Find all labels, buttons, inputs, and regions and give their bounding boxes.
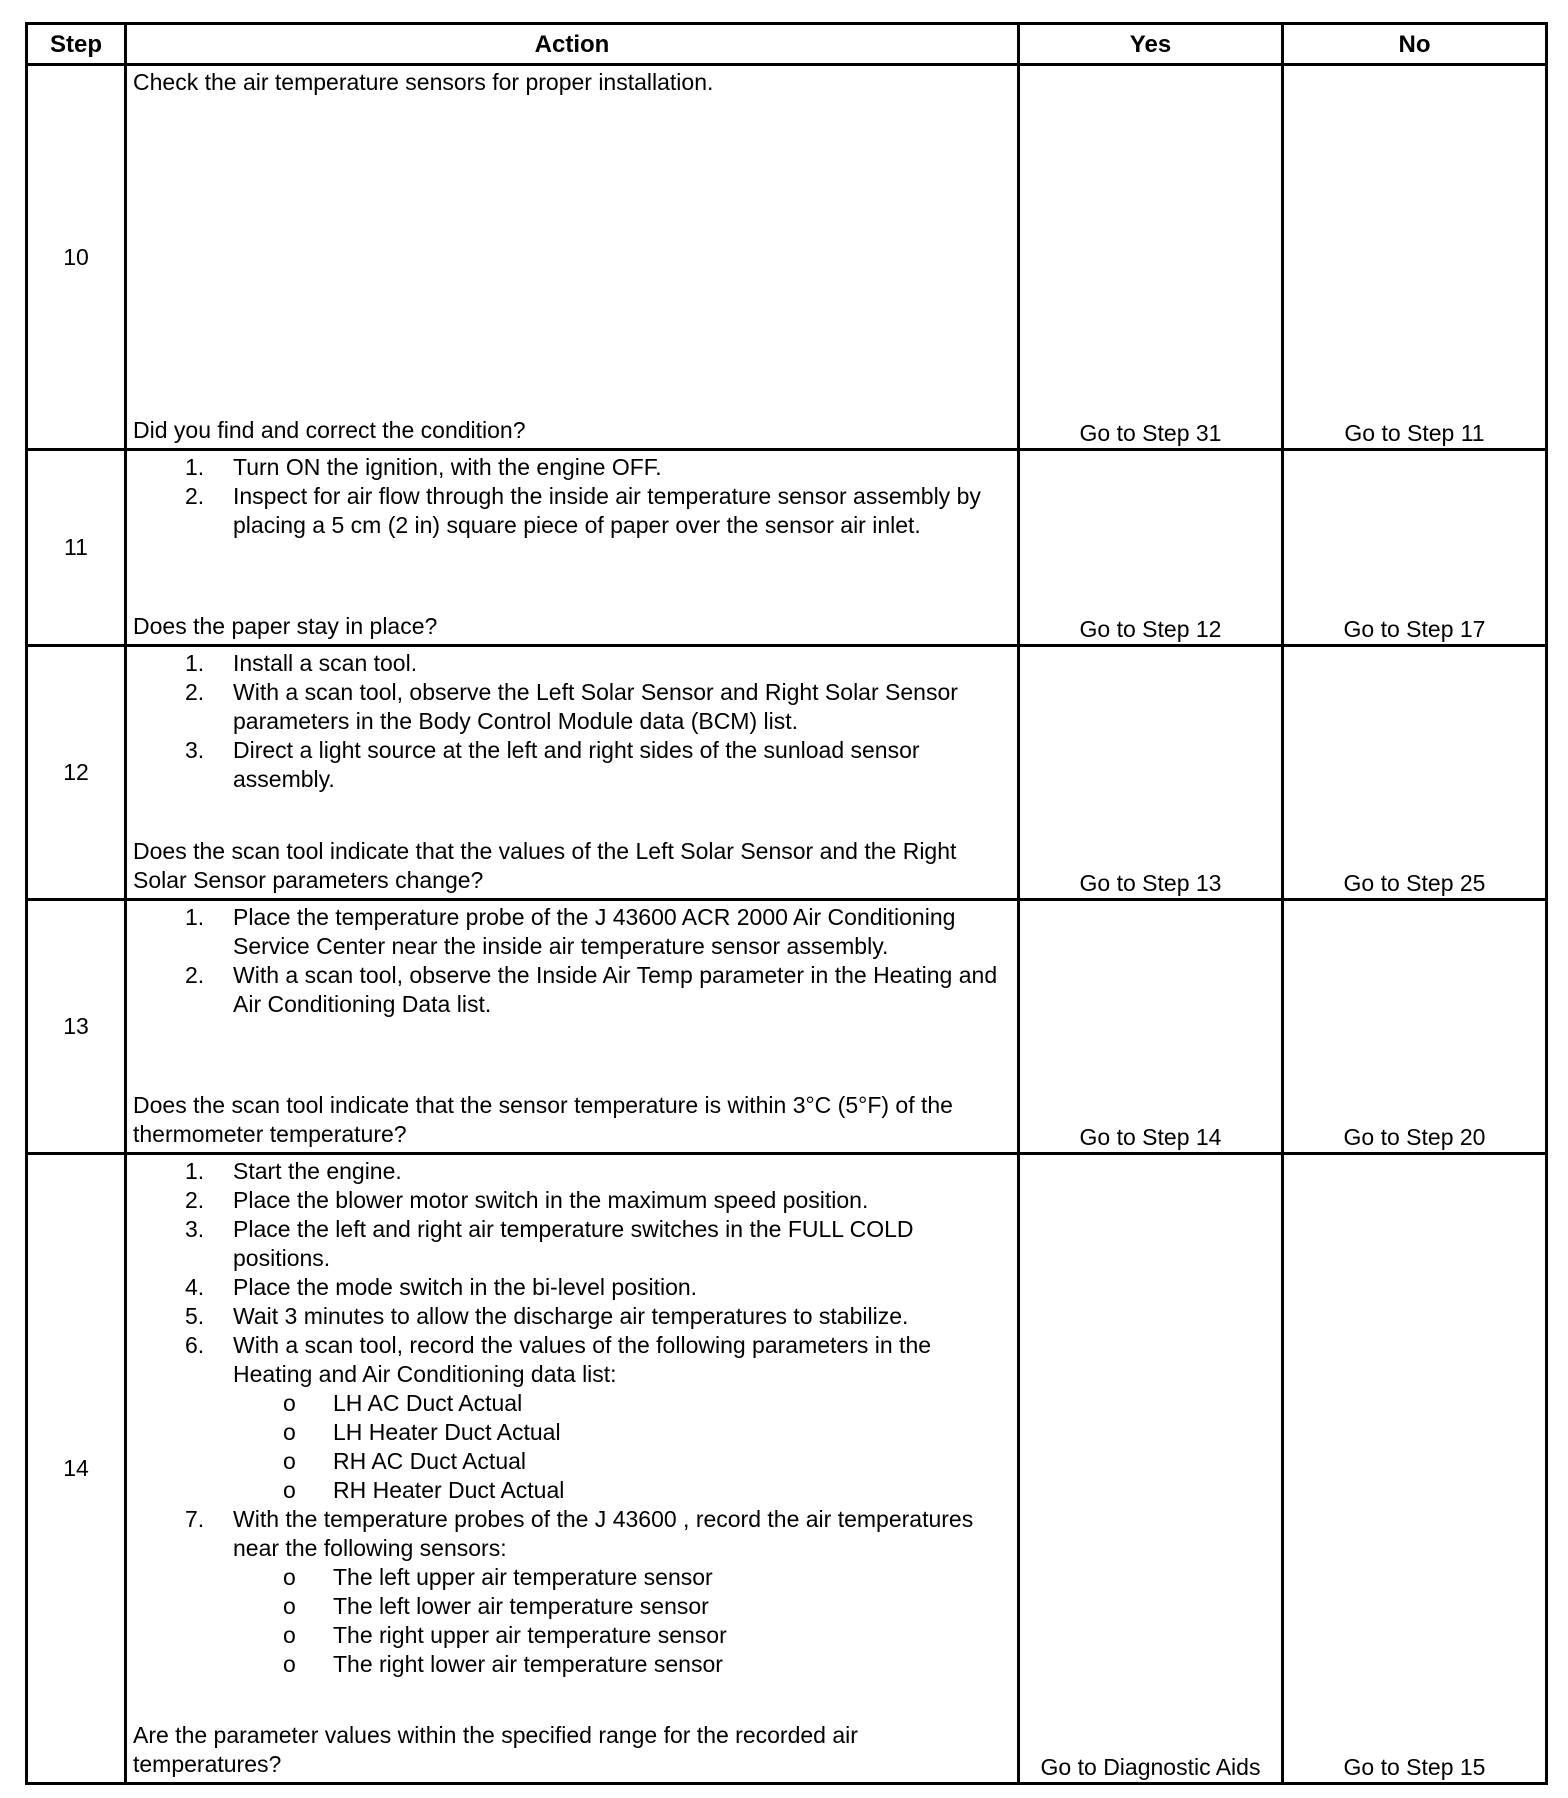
item-number: 4. bbox=[185, 1274, 205, 1300]
list-item bbox=[133, 678, 1011, 736]
item-number: 6. bbox=[185, 1332, 205, 1358]
item-number: 2. bbox=[185, 1187, 205, 1213]
list-item bbox=[133, 1331, 1011, 1505]
sub-item-text: The right upper air temperature sensor bbox=[333, 1622, 727, 1648]
sub-item-text: The left upper air temperature sensor bbox=[333, 1564, 713, 1590]
item-number: 1. bbox=[185, 1158, 205, 1184]
list-item bbox=[133, 1302, 1011, 1331]
parameter-list bbox=[233, 1389, 1011, 1505]
sub-list-item bbox=[233, 1592, 1011, 1621]
table-row-step-13 bbox=[27, 900, 1547, 1154]
list-item bbox=[133, 903, 1011, 961]
action-question: Does the scan tool indicate that the sensor temperature is within 3°C (5°F) of the thermometer temperature? bbox=[133, 1092, 953, 1147]
item-text: Place the mode switch in the bi-level position. bbox=[233, 1274, 698, 1300]
step-number: 11 bbox=[27, 450, 126, 646]
table-row-step-12 bbox=[27, 646, 1547, 900]
action-question: Are the parameter values within the specified range for the recorded air temperatures? bbox=[133, 1722, 858, 1777]
item-text: Turn ON the ignition, with the engine OFF. bbox=[233, 454, 662, 480]
sub-list-item bbox=[233, 1389, 1011, 1418]
list-item bbox=[133, 649, 1011, 678]
item-number: 2. bbox=[185, 483, 205, 509]
item-text: With a scan tool, observe the Left Solar Sensor and Right Solar Sensor parameters in the Body Control Module data (BCM) list. bbox=[233, 679, 958, 734]
no-result: Go to Step 15 bbox=[1283, 1154, 1547, 1784]
item-number: 3. bbox=[185, 1216, 205, 1242]
procedure-list bbox=[133, 1157, 1011, 1679]
sub-item-text: RH AC Duct Actual bbox=[333, 1448, 527, 1474]
item-number: 1. bbox=[185, 650, 205, 676]
step-number: 12 bbox=[27, 646, 126, 900]
list-item bbox=[133, 1157, 1011, 1186]
procedure-list bbox=[133, 453, 1011, 540]
action-question: Did you find and correct the condition? bbox=[133, 417, 526, 443]
step-number: 13 bbox=[27, 900, 126, 1154]
item-text: With a scan tool, record the values of the following parameters in the Heating and Air Conditioning data list: bbox=[233, 1332, 932, 1387]
action-cell bbox=[126, 65, 1019, 450]
bullet-icon: o bbox=[283, 1651, 296, 1677]
list-item bbox=[133, 1505, 1011, 1679]
sub-list-item bbox=[233, 1621, 1011, 1650]
item-text: Inspect for air flow through the inside air temperature sensor assembly by placing a 5 cm (2 in) square piece of paper over the sensor air inlet. bbox=[233, 483, 981, 538]
bullet-icon: o bbox=[283, 1419, 296, 1445]
bullet-icon: o bbox=[283, 1390, 296, 1416]
sub-item-text: The right lower air temperature sensor bbox=[333, 1651, 723, 1677]
list-item bbox=[133, 1273, 1011, 1302]
bullet-icon: o bbox=[283, 1477, 296, 1503]
item-number: 5. bbox=[185, 1303, 205, 1329]
step-number: 14 bbox=[27, 1154, 126, 1784]
no-result: Go to Step 25 bbox=[1283, 646, 1547, 900]
item-number: 1. bbox=[185, 904, 205, 930]
list-item bbox=[133, 1186, 1011, 1215]
item-text: Place the temperature probe of the J 43600 ACR 2000 Air Conditioning Service Center near the inside air temperature sensor assembly. bbox=[233, 904, 956, 959]
sensor-list bbox=[233, 1563, 1011, 1679]
item-number: 2. bbox=[185, 679, 205, 705]
table-row-step-11 bbox=[27, 450, 1547, 646]
list-item bbox=[133, 736, 1011, 794]
sub-item-text: The left lower air temperature sensor bbox=[333, 1593, 709, 1619]
procedure-list bbox=[133, 903, 1011, 1019]
sub-item-text: RH Heater Duct Actual bbox=[333, 1477, 565, 1503]
yes-result: Go to Step 12 bbox=[1019, 450, 1283, 646]
yes-result: Go to Step 31 bbox=[1019, 65, 1283, 450]
yes-result: Go to Diagnostic Aids bbox=[1019, 1154, 1283, 1784]
action-cell bbox=[126, 900, 1019, 1154]
step-number: 10 bbox=[27, 65, 126, 450]
bullet-icon: o bbox=[283, 1622, 296, 1648]
yes-result: Go to Step 13 bbox=[1019, 646, 1283, 900]
bullet-icon: o bbox=[283, 1448, 296, 1474]
action-cell bbox=[126, 450, 1019, 646]
sub-list-item bbox=[233, 1563, 1011, 1592]
table-row-step-10 bbox=[27, 65, 1547, 450]
action-text: Check the air temperature sensors for proper installation. bbox=[133, 69, 714, 95]
bullet-icon: o bbox=[283, 1564, 296, 1590]
action-question: Does the paper stay in place? bbox=[133, 613, 438, 639]
header-no: No bbox=[1283, 24, 1547, 65]
procedure-list bbox=[133, 649, 1011, 794]
list-item bbox=[133, 1215, 1011, 1273]
item-text: Wait 3 minutes to allow the discharge air temperatures to stabilize. bbox=[233, 1303, 909, 1329]
item-number: 7. bbox=[185, 1506, 205, 1532]
header-yes: Yes bbox=[1019, 24, 1283, 65]
sub-list-item bbox=[233, 1447, 1011, 1476]
bullet-icon: o bbox=[283, 1593, 296, 1619]
item-number: 3. bbox=[185, 737, 205, 763]
yes-result: Go to Step 14 bbox=[1019, 900, 1283, 1154]
sub-list-item bbox=[233, 1476, 1011, 1505]
no-result: Go to Step 20 bbox=[1283, 900, 1547, 1154]
sub-item-text: LH Heater Duct Actual bbox=[333, 1419, 561, 1445]
table-row-step-14 bbox=[27, 1154, 1547, 1784]
header-step: Step bbox=[27, 24, 126, 65]
item-number: 1. bbox=[185, 454, 205, 480]
action-cell bbox=[126, 1154, 1019, 1784]
no-result: Go to Step 11 bbox=[1283, 65, 1547, 450]
item-text: With the temperature probes of the J 43600 , record the air temperatures near the following sensors: bbox=[233, 1506, 974, 1561]
sub-item-text: LH AC Duct Actual bbox=[333, 1390, 523, 1416]
no-result: Go to Step 17 bbox=[1283, 450, 1547, 646]
action-cell bbox=[126, 646, 1019, 900]
action-question: Does the scan tool indicate that the values of the Left Solar Sensor and the Right Solar Sensor parameters change? bbox=[133, 838, 957, 893]
list-item bbox=[133, 453, 1011, 482]
item-text: Install a scan tool. bbox=[233, 650, 418, 676]
item-text: Start the engine. bbox=[233, 1158, 402, 1184]
item-text: With a scan tool, observe the Inside Air Temp parameter in the Heating and Air Conditioning Data list. bbox=[233, 962, 998, 1017]
diagnostic-table bbox=[25, 22, 1548, 1785]
header-row bbox=[27, 24, 1547, 65]
header-action: Action bbox=[126, 24, 1019, 65]
item-number: 2. bbox=[185, 962, 205, 988]
item-text: Place the left and right air temperature switches in the FULL COLD positions. bbox=[233, 1216, 914, 1271]
item-text: Direct a light source at the left and right sides of the sunload sensor assembly. bbox=[233, 737, 920, 792]
list-item bbox=[133, 482, 1011, 540]
sub-list-item bbox=[233, 1650, 1011, 1679]
item-text: Place the blower motor switch in the maximum speed position. bbox=[233, 1187, 869, 1213]
list-item bbox=[133, 961, 1011, 1019]
sub-list-item bbox=[233, 1418, 1011, 1447]
